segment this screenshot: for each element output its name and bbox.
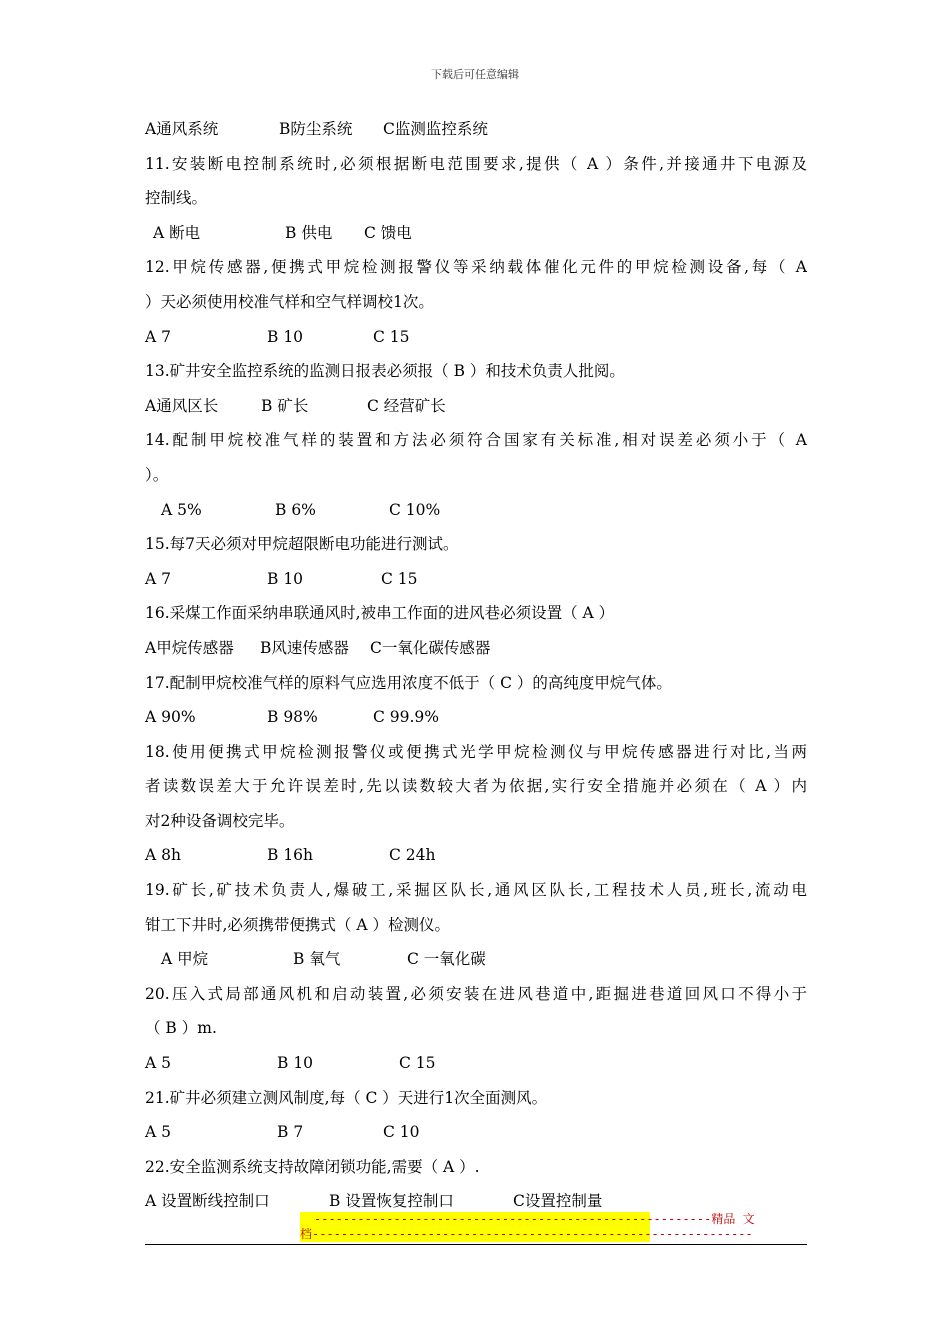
answer-option: B 矿长 [261,396,309,415]
answer-option: C 经营矿长 [367,396,446,415]
answer-option: B 16h [267,846,314,865]
answer-option: A 5% [161,500,202,519]
question-text-continued: ）。 [145,465,169,484]
question-text-continued: ）天必须使用校准气样和空气样调校1次。 [145,292,434,311]
answer-options-row [145,562,807,597]
footer-watermark-line-2: 档------------------------------------------------------------- [300,1227,753,1241]
question-text: 19.矿长,矿技术负责人,爆破工,采掘区队长,通风区队长,工程技术人员,班长,流动电 [145,881,807,900]
answer-option: B 设置恢复控制口 [329,1192,454,1211]
question-text-continued: 控制线。 [145,189,208,208]
answer-option: C 15 [399,1054,436,1073]
answer-option: C 10% [389,500,441,519]
answer-option: B 供电 [285,223,333,242]
answer-option: A通风区长 [145,396,219,415]
answer-option: B防尘系统 [279,120,353,138]
answer-option: C 24h [389,846,436,865]
answer-option: C 99.9% [373,708,440,727]
answer-options-row [145,112,807,147]
answer-option: B 6% [275,500,316,519]
answer-option: C 15 [381,569,418,588]
answer-options-row [145,389,807,424]
answer-options-row [145,700,807,735]
answer-option: B 氧气 [293,950,341,969]
question-text: 20.压入式局部通风机和启动装置,必须安装在进风巷道中,距掘进巷道回风口不得小于 [145,984,807,1003]
question-text: 13.矿井安全监控系统的监测日报表必须报（ B ）和技术负责人批阅。 [145,362,625,381]
answer-options-row [145,493,807,528]
question-text: 16.采煤工作面采纳串联通风时,被串工作面的进风巷必须设置（ A ） [145,604,615,623]
answer-option: B 10 [267,327,304,346]
answer-options-row [145,320,807,355]
footer-watermark-banner [300,1212,755,1242]
answer-option: A 8h [145,846,181,865]
answer-option: A 5 [145,1123,171,1142]
answer-option: A 7 [145,569,171,588]
answer-option: A 甲烷 [161,950,209,969]
answer-option: B风速传感器 [260,638,349,657]
answer-option: B 10 [277,1054,314,1073]
footer-watermark-line-1: -------------------------------------------------------精品 文 [314,1212,755,1226]
question-text-continued: （ B ）m. [145,1019,217,1038]
answer-option: A 断电 [153,223,201,242]
answer-options-row [145,942,807,977]
answer-option: C 10 [383,1123,420,1142]
question-text-continued: 对2种设备调校完毕。 [145,811,295,830]
answer-option: C一氧化碳传感器 [370,638,491,657]
answer-option: C 一氧化碳 [407,950,486,969]
answer-options-row [145,216,807,251]
answer-options-row [145,838,807,873]
document-body [145,112,807,1219]
question-text: 22.安全监测系统支持故障闭锁功能,需要（ A ）. [145,1157,480,1176]
answer-option: B 98% [267,708,318,727]
answer-option: B 10 [267,569,304,588]
question-text: 11.安装断电控制系统时,必须根据断电范围要求,提供（ A ）条件,并接通井下电源及 [145,154,807,173]
answer-option: C监测监控系统 [383,120,488,138]
footer-divider [145,1244,807,1245]
answer-option: C设置控制量 [513,1192,603,1211]
question-text: 12.甲烷传感器,便携式甲烷检测报警仪等采纳载体催化元件的甲烷检测设备,每（ A [145,258,807,277]
answer-options-row [145,1046,807,1081]
page-header: 下载后可任意编辑 [431,68,519,81]
question-text: 15.每7天必须对甲烷超限断电功能进行测试。 [145,535,459,554]
question-text: 17.配制甲烷校准气样的原料气应选用浓度不低于（ C ）的高纯度甲烷气体。 [145,673,672,692]
question-text: 14.配制甲烷校准气样的装置和方法必须符合国家有关标准,相对误差必须小于（ A [145,431,807,450]
answer-option: A 90% [145,708,196,727]
answer-option: C 15 [373,327,410,346]
question-text: 21.矿井必须建立测风制度,每（ C ）天进行1次全面测风。 [145,1088,548,1107]
question-text-continued: 者读数误差大于允许误差时,先以读数较大者为依据,实行安全措施并必须在（ A ）内 [145,777,807,796]
answer-option: A 7 [145,327,171,346]
answer-option: C 馈电 [364,223,412,242]
answer-option: A甲烷传感器 [145,638,234,657]
answer-options-row [145,1115,807,1150]
answer-option: B 7 [277,1123,304,1142]
answer-option: A 5 [145,1054,171,1073]
question-text-continued: 钳工下井时,必须携带便携式（ A ）检测仪。 [145,915,450,934]
answer-option: A通风系统 [145,120,219,138]
answer-options-row [145,631,807,666]
answer-option: A 设置断线控制口 [145,1192,270,1211]
question-text: 18.使用便携式甲烷检测报警仪或便携式光学甲烷检测仪与甲烷传感器进行对比,当两 [145,742,807,761]
